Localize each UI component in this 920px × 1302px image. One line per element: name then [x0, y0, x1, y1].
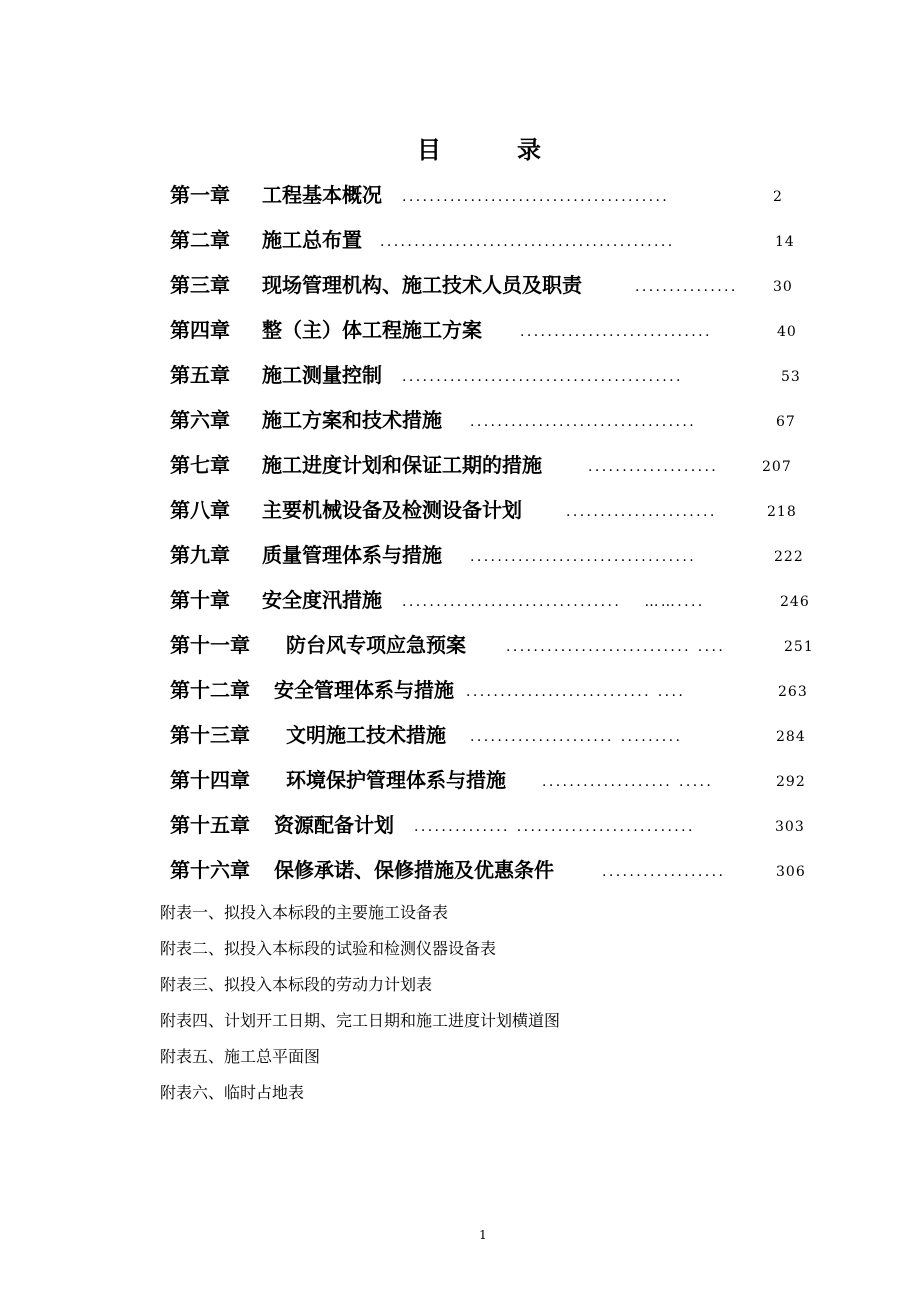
- page-ref: 14: [775, 234, 795, 250]
- appendix-item-2[interactable]: 附表二、拟投入本标段的试验和检测仪器设备表: [160, 939, 497, 958]
- chapter-title: 安全度汛措施: [262, 588, 382, 612]
- page-ref: 67: [776, 414, 796, 430]
- appendix-item-6[interactable]: 附表六、临时占地表: [160, 1083, 305, 1102]
- dot-leader: ...................: [588, 459, 719, 475]
- chapter-number: 第七章: [170, 453, 230, 477]
- chapter-number: 第九章: [170, 543, 230, 567]
- page-ref: 222: [774, 549, 804, 565]
- page-ref: 207: [762, 459, 792, 475]
- chapter-number: 第八章: [170, 498, 230, 522]
- chapter-number: 第五章: [170, 363, 230, 387]
- dot-leader: ......................: [566, 504, 717, 520]
- chapter-title: 防台风专项应急预案: [286, 633, 466, 657]
- chapter-number: 第十六章: [170, 858, 250, 882]
- page-number: 1: [479, 1228, 487, 1242]
- page-ref: 263: [778, 684, 808, 700]
- chapter-number: 第十一章: [170, 633, 250, 657]
- dot-leader: .......................................: [402, 189, 670, 205]
- chapter-number: 第二章: [170, 228, 230, 252]
- chapter-title: 资源配备计划: [274, 813, 394, 837]
- page-ref: 2: [773, 189, 783, 205]
- dot-leader: .................................: [470, 549, 697, 565]
- page-ref: 306: [776, 864, 806, 880]
- dot-leader: ........................... ....: [506, 639, 726, 655]
- chapter-title: 安全管理体系与措施: [274, 678, 454, 702]
- appendix-item-1[interactable]: 附表一、拟投入本标段的主要施工设备表: [160, 903, 449, 922]
- appendix-item-3[interactable]: 附表三、拟投入本标段的劳动力计划表: [160, 975, 433, 994]
- chapter-number: 第十五章: [170, 813, 250, 837]
- chapter-number: 第四章: [170, 318, 230, 342]
- chapter-number: 第三章: [170, 273, 230, 297]
- dot-leader: ..................... .........: [470, 729, 683, 745]
- chapter-title: 整（主）体工程施工方案: [262, 318, 482, 342]
- page-ref: 251: [784, 639, 814, 655]
- dot-leader: ...............: [635, 279, 738, 295]
- chapter-title: 工程基本概况: [262, 183, 382, 207]
- chapter-number: 第十三章: [170, 723, 250, 747]
- page-title: 目 录: [417, 136, 567, 164]
- chapter-number: 第十章: [170, 588, 230, 612]
- chapter-title: 保修承诺、保修措施及优惠条件: [274, 858, 554, 882]
- chapter-title: 文明施工技术措施: [286, 723, 446, 747]
- chapter-number: 第十四章: [170, 768, 250, 792]
- dot-leader: ...........................................: [380, 234, 675, 250]
- chapter-title: 现场管理机构、施工技术人员及职责: [262, 273, 582, 297]
- chapter-title: 施工方案和技术措施: [262, 408, 442, 432]
- page-ref: 284: [776, 729, 806, 745]
- dot-leader: ................... .....: [542, 774, 714, 790]
- dot-leader: ............................: [520, 324, 712, 340]
- dot-leader: .............. ..........................: [414, 819, 695, 835]
- page-ref: 53: [781, 369, 801, 385]
- chapter-title: 主要机械设备及检测设备计划: [262, 498, 522, 522]
- dot-leader: .................................: [470, 414, 697, 430]
- dot-leader: .........................................: [402, 369, 683, 385]
- page-ref: 303: [775, 819, 805, 835]
- chapter-number: 第六章: [170, 408, 230, 432]
- page-ref: 246: [780, 594, 810, 610]
- page-ref: 40: [777, 324, 797, 340]
- chapter-title: 质量管理体系与措施: [262, 543, 442, 567]
- appendix-item-5[interactable]: 附表五、施工总平面图: [160, 1047, 321, 1066]
- dot-leader: ..................: [602, 864, 726, 880]
- page-ref: 30: [773, 279, 793, 295]
- chapter-title: 施工测量控制: [262, 363, 382, 387]
- chapter-title: 环境保护管理体系与措施: [286, 768, 506, 792]
- chapter-title: 施工总布置: [262, 228, 362, 252]
- chapter-number: 第十二章: [170, 678, 250, 702]
- dot-leader: ........................... ....: [466, 684, 686, 700]
- page-ref: 218: [767, 504, 797, 520]
- chapter-number: 第一章: [170, 183, 230, 207]
- chapter-title: 施工进度计划和保证工期的措施: [262, 453, 542, 477]
- appendix-item-4[interactable]: 附表四、计划开工日期、完工日期和施工进度计划横道图: [160, 1011, 561, 1030]
- dot-leader: ................................ ……....: [402, 594, 705, 610]
- page-ref: 292: [776, 774, 806, 790]
